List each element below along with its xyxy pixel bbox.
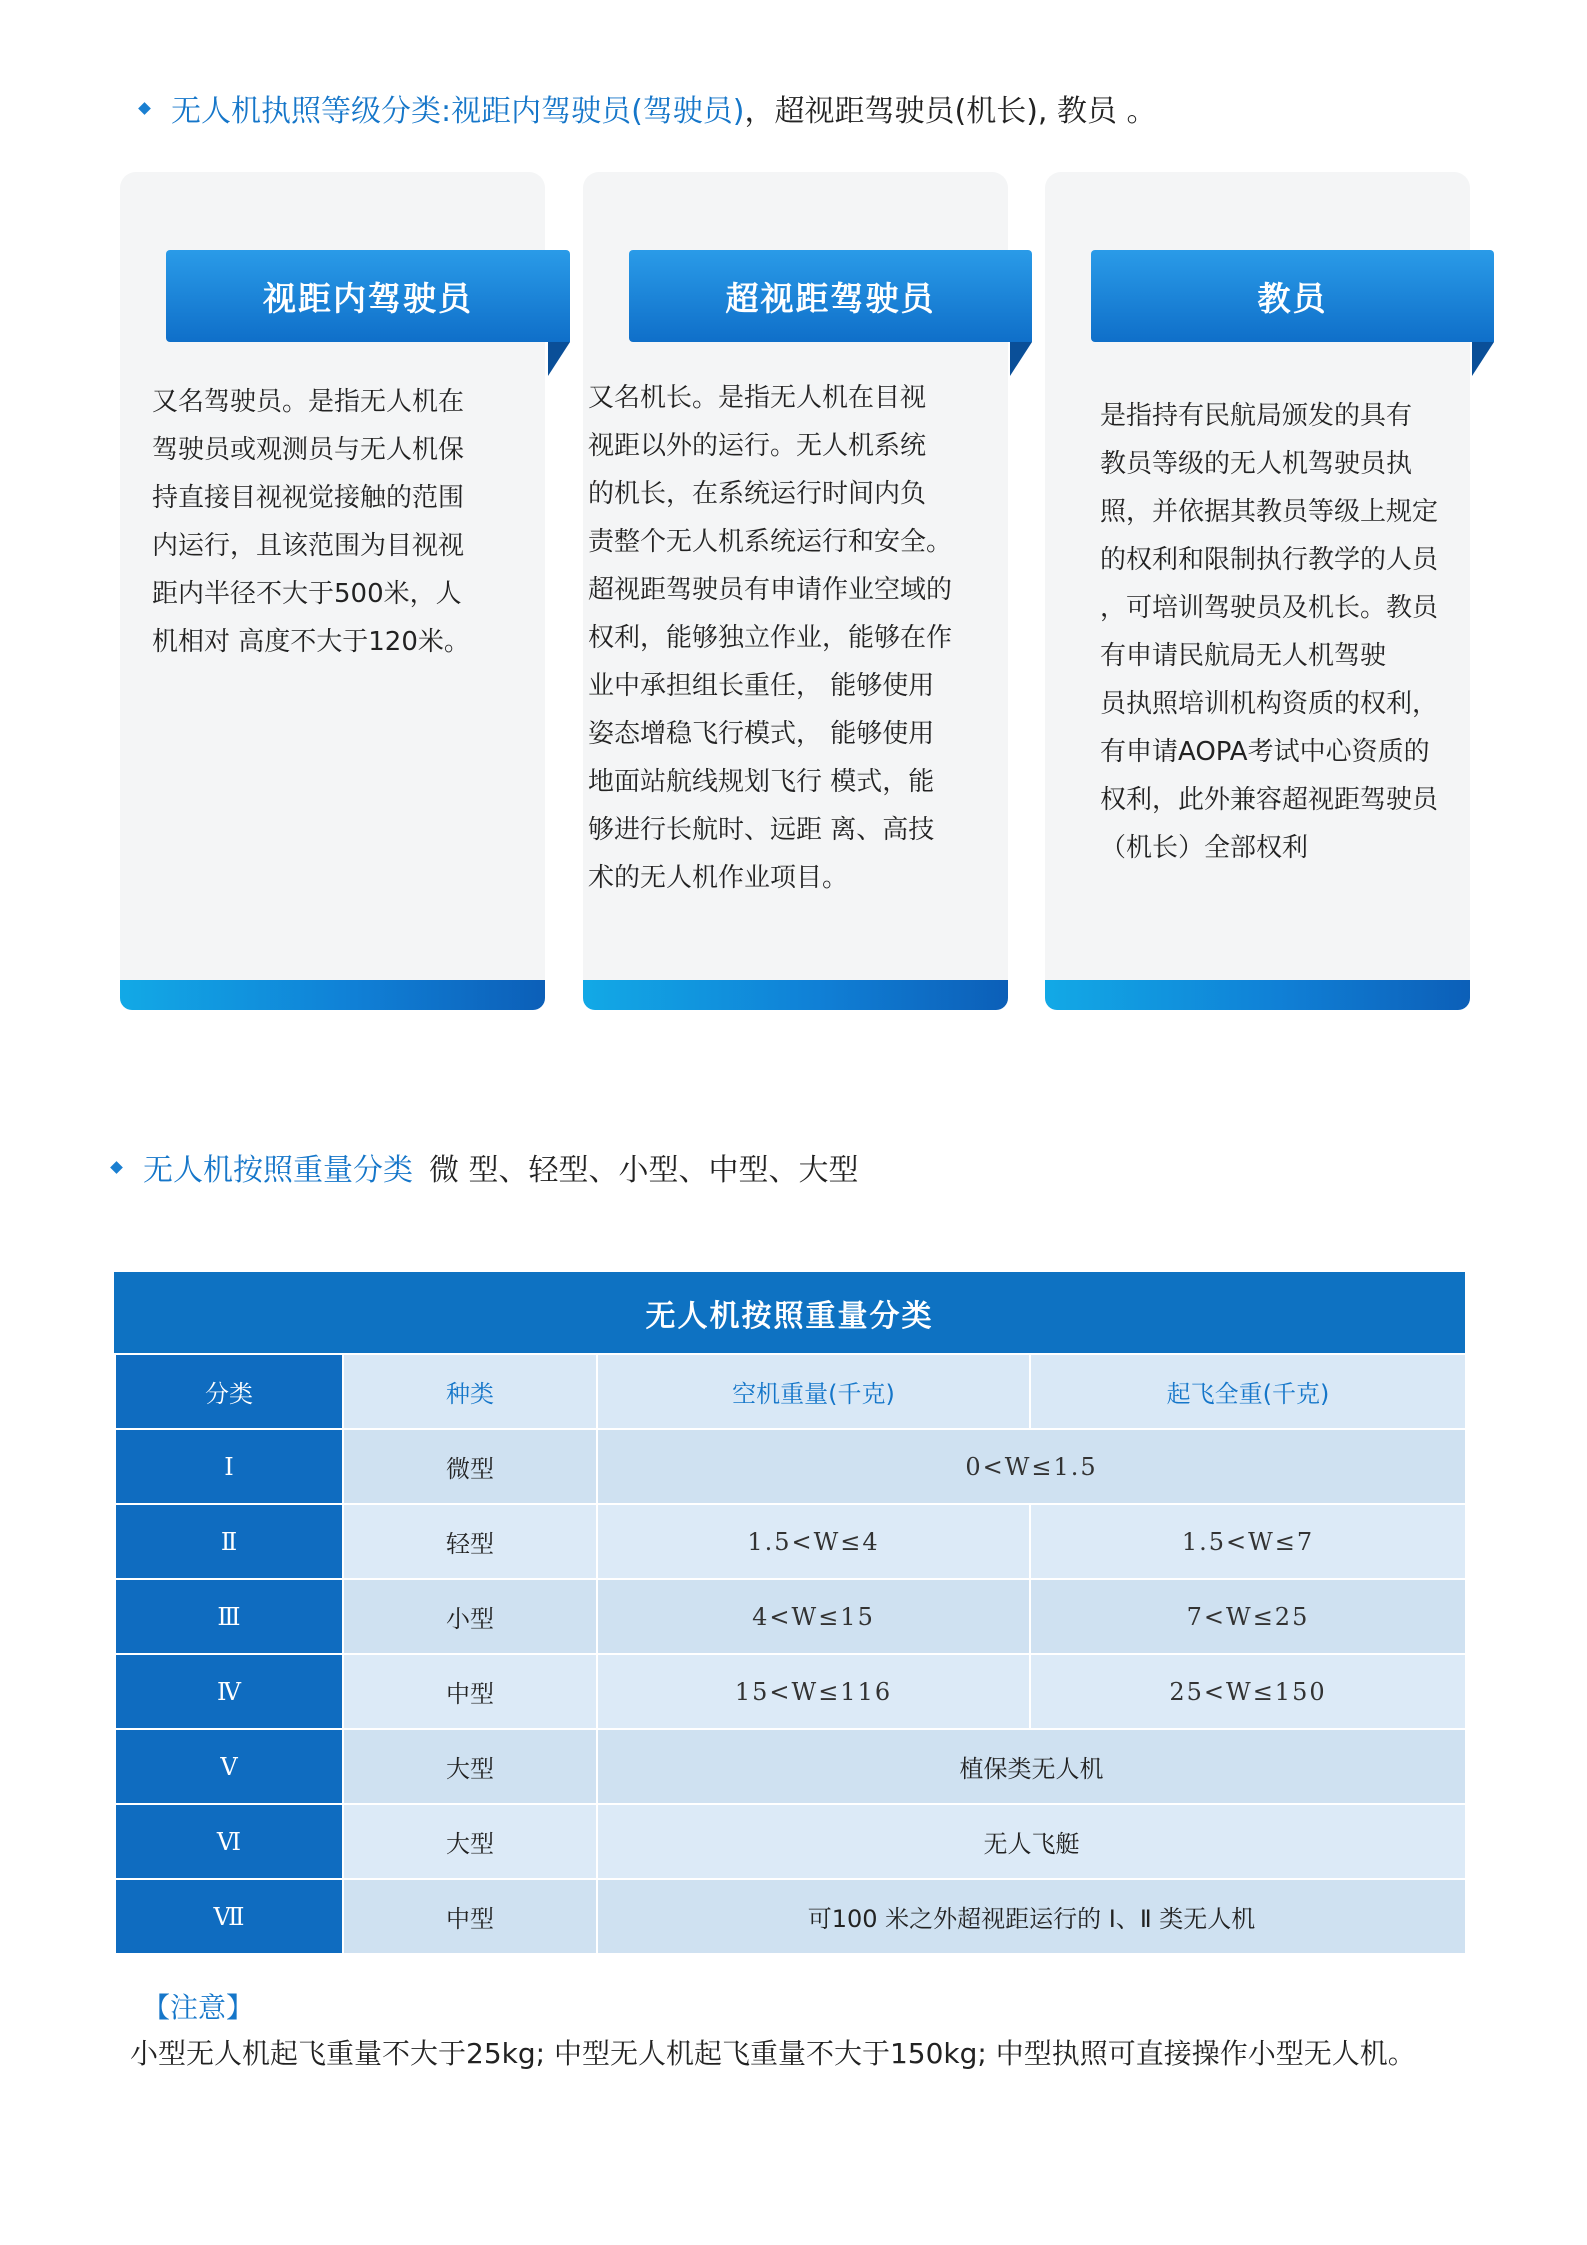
row-class: Ⅴ (115, 1729, 343, 1804)
table-row (115, 1654, 1466, 1729)
table-header-row (115, 1354, 1466, 1429)
ribbon-fold-icon (1010, 342, 1032, 376)
row-weight-merged: 可100 米之外超视距运行的 Ⅰ、Ⅱ 类无人机 (597, 1879, 1466, 1954)
row-class: Ⅲ (115, 1579, 343, 1654)
header-empty-weight: 空机重量(千克) (597, 1354, 1030, 1429)
table-row (115, 1729, 1466, 1804)
header-category: 分类 (115, 1354, 343, 1429)
table-row (115, 1429, 1466, 1504)
table-row (115, 1804, 1466, 1879)
row-takeoff-weight: 25<W≤150 (1030, 1654, 1466, 1729)
card-bottom-band (583, 980, 1008, 1010)
table-row (115, 1879, 1466, 1954)
weight-classification-table (114, 1272, 1465, 1955)
row-kind: 微型 (343, 1429, 597, 1504)
license-classification-heading (140, 86, 1157, 130)
row-weight-merged: 0<W≤1.5 (597, 1429, 1466, 1504)
header-takeoff-weight: 起飞全重(千克) (1030, 1354, 1466, 1429)
card-title-ribbon: 视距内驾驶员 (166, 250, 570, 342)
note-text: 小型无人机起飞重量不大于25kg; 中型无人机起飞重量不大于150kg; 中型执照可直接操作小型无人机。 (130, 2037, 1416, 2070)
card-instructor (1045, 172, 1470, 1010)
weight-table-grid (114, 1353, 1467, 1955)
header-kind: 种类 (343, 1354, 597, 1429)
ribbon-fold-icon (1472, 342, 1494, 376)
row-class: Ⅱ (115, 1504, 343, 1579)
weight-heading-highlight: 无人机按照重量分类 (143, 1153, 413, 1188)
card-bvlos-pilot (583, 172, 1008, 1010)
card-description: 又名驾驶员。是指无人机在 驾驶员或观测员与无人机保 持直接目视视觉接触的范围 内运行，且该范围为目视视 距内半径不大于500米，人 机相对 高度不大于120米。 (152, 387, 470, 657)
weight-heading-rest: 微 型、轻型、小型、中型、大型 (429, 1153, 859, 1188)
diamond-bullet-icon (138, 102, 151, 115)
card-bottom-band (1045, 980, 1470, 1010)
row-weight-merged: 无人飞艇 (597, 1804, 1466, 1879)
row-empty-weight: 4<W≤15 (597, 1579, 1030, 1654)
table-title: 无人机按照重量分类 (114, 1272, 1465, 1353)
weight-classification-heading (112, 1145, 859, 1189)
row-kind: 大型 (343, 1804, 597, 1879)
card-description: 是指持有民航局颁发的具有 教员等级的无人机驾驶员执 照，并依据其教员等级上规定 的权利和限制执行教学的人员 ，可培训驾驶员及机长。教员 有申请民航局无人机驾驶 员执照培训机构资质的权利， 有申请AOPA考试中心资质的 权利，此外兼容超视距驾驶员 （机长）全部权利 (1100, 401, 1439, 863)
row-kind: 轻型 (343, 1504, 597, 1579)
table-row (115, 1504, 1466, 1579)
row-class: Ⅰ (115, 1429, 343, 1504)
row-weight-merged: 植保类无人机 (597, 1729, 1466, 1804)
row-kind: 中型 (343, 1654, 597, 1729)
card-bottom-band (120, 980, 545, 1010)
row-empty-weight: 15<W≤116 (597, 1654, 1030, 1729)
row-class: Ⅳ (115, 1654, 343, 1729)
diamond-bullet-icon (110, 1161, 123, 1174)
row-kind: 中型 (343, 1879, 597, 1954)
card-vlos-pilot (120, 172, 545, 1010)
row-takeoff-weight: 7<W≤25 (1030, 1579, 1466, 1654)
card-title-ribbon: 超视距驾驶员 (629, 250, 1032, 342)
card-title-ribbon: 教员 (1091, 250, 1494, 342)
ribbon-fold-icon (548, 342, 570, 376)
note-title: 【注意】 (142, 1991, 255, 2024)
card-description: 又名机长。是指无人机在目视 视距以外的运行。无人机系统 的机长，在系统运行时间内负 责整个无人机系统运行和安全。 超视距驾驶员有申请作业空域的 权利，能够独立作业，能够在作 业中承担组长重任， 能够使用 姿态增稳飞行模式， 能够使用 地面站航线规划飞行 模式，能 够进行长航时、远距 离、高技 术的无人机作业项目。 (588, 383, 953, 893)
row-takeoff-weight: 1.5<W≤7 (1030, 1504, 1466, 1579)
row-kind: 小型 (343, 1579, 597, 1654)
row-kind: 大型 (343, 1729, 597, 1804)
license-heading-rest: ，超视距驾驶员(机长), 教员 。 (744, 94, 1157, 129)
row-class: Ⅵ (115, 1804, 343, 1879)
table-row (115, 1579, 1466, 1654)
row-class: Ⅶ (115, 1879, 343, 1954)
row-empty-weight: 1.5<W≤4 (597, 1504, 1030, 1579)
license-heading-highlight: 无人机执照等级分类:视距内驾驶员(驾驶员) (171, 94, 745, 129)
